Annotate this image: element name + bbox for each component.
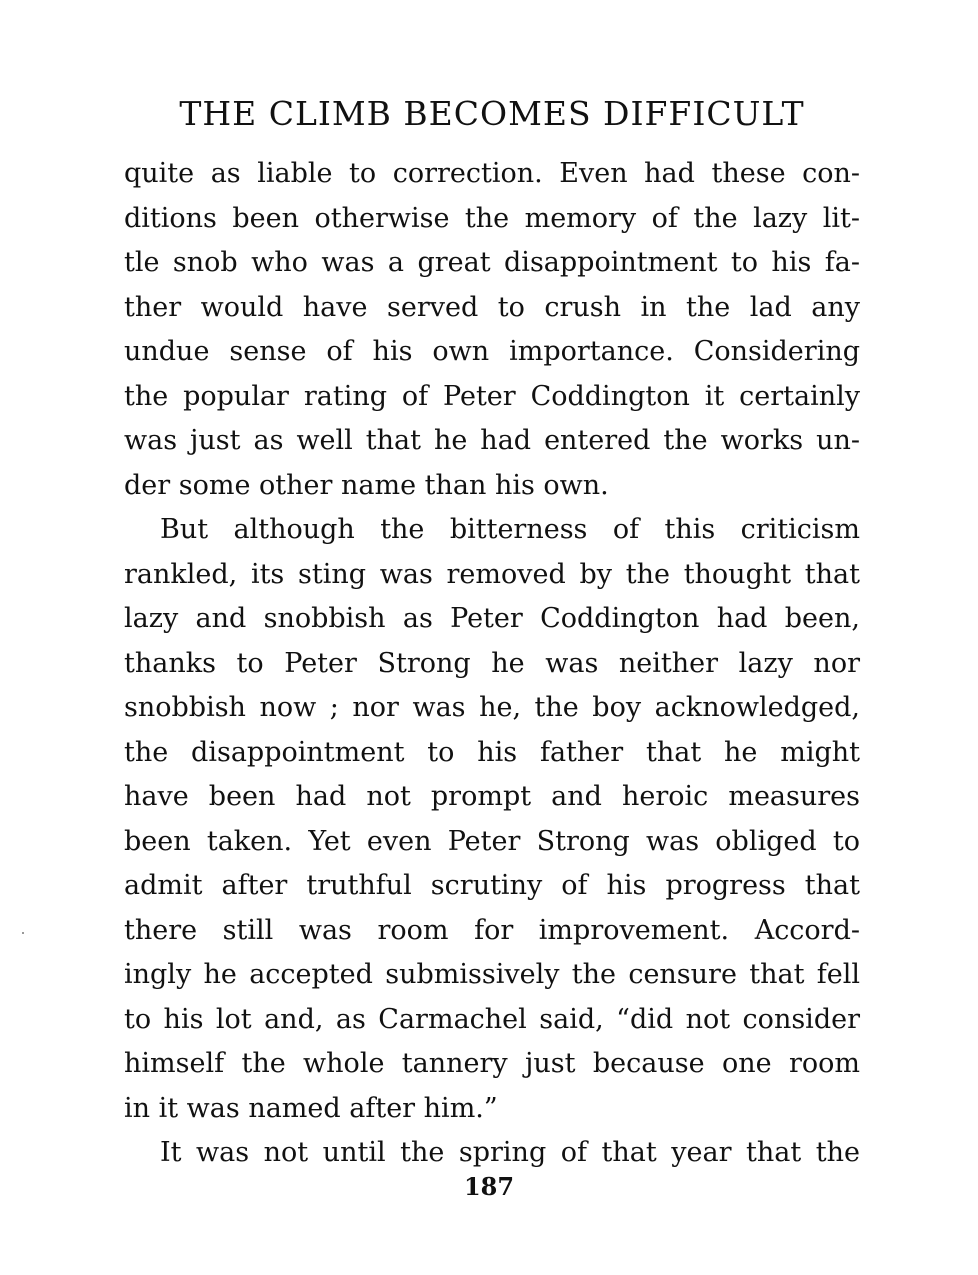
text-line: quite as liable to correction. Even had these con- <box>124 158 860 189</box>
text-line: have been had not prompt and heroic measures <box>124 781 860 812</box>
text-line: But although the bitterness of this criticism <box>160 514 860 545</box>
text-line: ther would have served to crush in the lad any <box>124 291 860 323</box>
text-line: der some other name than his own. <box>124 469 609 501</box>
body-text <box>124 152 860 1176</box>
text-line: lazy and snobbish as Peter Coddington had been, <box>124 603 860 634</box>
text-line: admit after truthful scrutiny of his progress that <box>124 870 860 901</box>
text-line: undue sense of his own importance. Considering <box>124 336 860 367</box>
text-line: thanks to Peter Strong he was neither lazy nor <box>124 647 860 679</box>
page-number: 187 <box>463 1172 515 1201</box>
text-line: rankled, its sting was removed by the thought that <box>124 558 860 590</box>
text-line: the disappointment to his father that he might <box>124 736 860 768</box>
text-line: ingly he accepted submissively the censure that fell <box>124 959 860 990</box>
text-line: to his lot and, as Carmachel said, “did not consider <box>124 1003 860 1035</box>
text-line: in it was named after him.” <box>124 1092 498 1124</box>
running-head: THE CLIMB BECOMES DIFFICULT <box>179 94 805 133</box>
text-line: tle snob who was a great disappointment to his fa- <box>124 247 860 278</box>
text-line: there still was room for improvement. Accord- <box>124 914 860 946</box>
text-line: was just as well that he had entered the works un- <box>124 425 860 456</box>
scan-speck <box>22 932 24 934</box>
text-line: It was not until the spring of that year that the <box>160 1137 860 1168</box>
text-line: snobbish now ; nor was he, the boy acknowledged, <box>124 692 860 723</box>
text-line: the popular rating of Peter Coddington it certainly <box>124 380 860 412</box>
text-line: ditions been otherwise the memory of the lazy lit- <box>124 202 860 234</box>
text-line: been taken. Yet even Peter Strong was obliged to <box>124 825 860 857</box>
text-line: himself the whole tannery just because one room <box>124 1048 860 1079</box>
